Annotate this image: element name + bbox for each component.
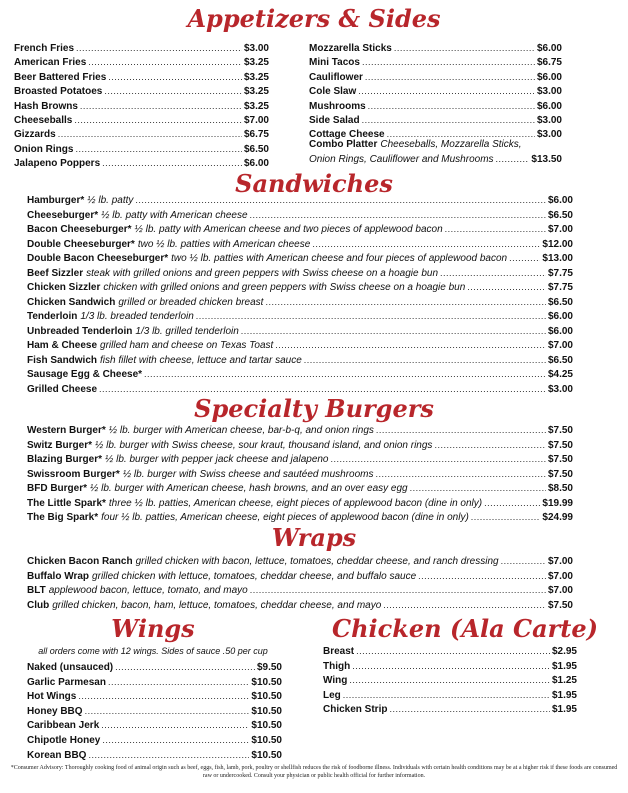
dot-leader [115,661,255,674]
wings-note: all orders come with 12 wings. Sides of sauce .50 per cup [38,646,268,656]
menu-item-description: ½ lb. patty with American cheese [101,209,248,221]
menu-item-name: Wing [323,675,348,687]
menu-item-name: Chipotle Honey [27,735,101,746]
menu-item-price: $10.50 [251,720,282,732]
menu-item-price: $7.75 [547,267,573,279]
menu-item-price: $6.50 [547,354,573,366]
menu-item-row [14,128,269,141]
menu-item-price: $7.50 [547,425,573,436]
menu-item-name: Cheeseballs [14,115,73,126]
dot-leader [358,85,535,98]
dot-leader [304,354,546,367]
dot-leader [356,645,550,658]
menu-item-price: $10.50 [251,705,282,717]
menu-item-row [309,56,562,69]
menu-item-row [27,555,573,568]
menu-item-price: $6.75 [243,129,269,141]
dot-leader [135,194,546,207]
dot-leader [76,42,242,55]
menu-item-price: $3.00 [536,129,562,141]
dot-leader [80,100,242,113]
menu-item-row [14,143,269,156]
menu-item-price: $4.25 [547,369,573,380]
menu-item-name: Double Bacon Cheeseburger* [27,253,169,264]
menu-item-description: grilled chicken, bacon, ham, lettuce, tomatoes, cheddar cheese, and mayo [52,599,382,611]
menu-item-row [27,339,573,352]
menu-item-description: three ½ lb. patties, American cheese, eight pieces of applewood bacon (dine in only) [108,497,483,509]
menu-item-price: $3.25 [243,57,269,69]
combo-platter-desc-2: Onion Rings, Cauliflower and Mushrooms [309,154,494,165]
menu-item-name: Naked (unsauced) [27,662,114,673]
menu-item-row [14,56,269,69]
menu-item-row [27,584,573,597]
menu-item-row [27,439,573,452]
menu-item-price: $10.50 [251,749,282,761]
menu-item-price: $7.00 [547,570,573,582]
menu-item-price: $6.50 [243,143,269,155]
combo-platter-price: $13.50 [531,154,562,165]
dot-leader [352,660,550,673]
menu-item-price: $7.00 [547,556,573,567]
dot-leader [265,296,546,309]
menu-item-price: $9.50 [256,662,282,673]
menu-item-row [323,660,577,673]
menu-item-name: Bacon Cheeseburger* [27,224,132,235]
menu-item-price: $3.00 [243,43,269,54]
menu-item-name: Leg [323,689,341,701]
menu-item-name: Cole Slaw [309,86,357,98]
menu-item-name: Caribbean Jerk [27,720,100,732]
menu-item-price: $6.00 [243,158,269,170]
dot-leader [368,100,535,113]
menu-item-name: Cottage Cheese [309,129,385,141]
menu-item-row [27,368,573,381]
menu-item-price: $3.00 [547,383,573,395]
menu-item-price: $7.50 [547,439,573,451]
wraps-title: Wraps [271,523,357,552]
menu-item-row [14,71,269,84]
dot-leader [496,153,530,166]
menu-item-row [27,468,573,481]
menu-item-price: $6.00 [536,43,562,54]
menu-item-price: $10.50 [251,676,282,688]
menu-item-price: $3.25 [243,100,269,112]
menu-item-name: Cauliflower [309,71,363,83]
menu-item-row [27,749,282,762]
combo-platter-row [309,138,562,151]
menu-item-row [27,661,282,674]
menu-item-price: $3.25 [243,71,269,83]
chicken-title: Chicken (Ala Carte) [332,614,598,643]
menu-item-price: $7.50 [547,468,573,480]
appetizers-title: Appetizers & Sides [187,4,441,33]
menu-item-description: grilled or breaded chicken breast [118,296,264,308]
menu-item-price: $7.00 [243,115,269,126]
menu-item-price: $6.00 [536,100,562,112]
menu-item-name: Buffalo Wrap [27,570,90,582]
dot-leader [410,482,546,495]
dot-leader [365,71,535,84]
menu-item-description: ½ lb. burger with pepper jack cheese and jalapeno [105,454,329,465]
menu-item-name: Grilled Cheese [27,383,98,395]
menu-item-description: ½ lb. burger with Swiss cheese, sour kraut, thousand island, and onion rings [95,439,433,451]
menu-item-price: $1.95 [551,704,577,716]
menu-item-price: $7.75 [547,282,573,293]
dot-leader [196,310,546,323]
menu-item-price: $6.00 [547,325,573,337]
menu-item-name: Double Cheeseburger* [27,238,135,250]
menu-item-name: Switz Burger* [27,439,93,451]
menu-item-price: $3.00 [536,86,562,98]
menu-item-name: Unbreaded Tenderloin [27,325,133,337]
menu-item-row [14,114,269,127]
dot-leader [102,734,249,747]
menu-item-price: $10.50 [251,691,282,703]
menu-item-description: ½ lb. burger with American cheese, bar-b-q, and onion rings [108,425,374,436]
dot-leader [418,570,546,583]
menu-item-name: Gizzards [14,129,56,141]
menu-item-name: Garlic Parmesan [27,676,106,688]
menu-item-name: Broasted Potatoes [14,86,103,98]
menu-item-price: $6.50 [547,296,573,308]
menu-item-name: Hot Wings [27,691,77,703]
dot-leader [445,223,546,236]
dot-leader [275,339,546,352]
menu-item-price: $6.00 [536,71,562,83]
menu-item-name: BLT [27,585,46,596]
menu-item-name: Jalapeno Poppers [14,158,101,170]
menu-item-name: Korean BBQ [27,749,87,761]
menu-item-description: 1/3 lb. grilled tenderloin [135,325,239,337]
menu-item-price: $2.95 [551,646,577,657]
menu-item-name: Side Salad [309,115,360,126]
menu-item-name: Honey BBQ [27,705,83,717]
dot-leader [74,114,242,127]
menu-item-row [309,85,562,98]
wings-title: Wings [111,614,195,643]
menu-item-description: chicken with grilled onions and green peppers with Swiss cheese on a hoagie bun [103,282,466,293]
menu-item-description: four ½ lb. patties, American cheese, eight pieces of applewood bacon (dine in only) [101,512,469,523]
menu-item-name: Ham & Cheese [27,340,98,351]
menu-item-name: Swissroom Burger* [27,468,120,480]
menu-item-row [323,645,577,658]
dot-leader [85,705,250,718]
menu-item-row [27,690,282,703]
dot-leader [101,719,249,732]
menu-item-row [27,296,573,309]
sandwiches-title: Sandwiches [235,169,393,198]
dot-leader [343,689,550,702]
dot-leader [434,439,546,452]
menu-item-price: $19.99 [542,497,573,509]
dot-leader [88,56,242,69]
menu-item-row [27,267,573,280]
menu-item-price: $1.95 [551,689,577,701]
specialty-burgers-title: Specialty Burgers [194,394,434,423]
menu-item-name: Cheeseburger* [27,209,99,221]
menu-item-name: Fish Sandwich [27,354,98,366]
menu-item-price: $1.25 [551,675,577,687]
menu-item-price: $6.75 [536,57,562,69]
menu-item-row [309,114,562,127]
dot-leader [394,42,535,55]
dot-leader [108,676,249,689]
dot-leader [331,453,546,466]
menu-item-description: two ½ lb. patties with American cheese and four pieces of applewood bacon [171,253,508,264]
dot-leader [484,497,540,510]
menu-item-row [27,252,573,265]
menu-item-name: Club [27,599,50,611]
dot-leader [440,267,546,280]
menu-item-name: Tenderloin [27,311,78,322]
menu-item-price: $8.50 [547,483,573,494]
menu-item-row [27,354,573,367]
dot-leader [312,238,540,251]
dot-leader [376,424,546,437]
menu-item-price: $7.50 [547,599,573,611]
menu-item-row [27,424,573,437]
menu-item-name: Chicken Sandwich [27,296,116,308]
menu-item-row [27,194,573,207]
dot-leader [250,209,546,222]
menu-item-description: ½ lb. patty [87,195,134,206]
menu-item-price: $7.50 [547,454,573,465]
menu-item-row [27,734,282,747]
menu-item-name: The Big Spark* [27,512,99,523]
menu-item-row [14,85,269,98]
menu-item-name: Hash Browns [14,100,78,112]
menu-item-row [323,674,577,687]
dot-leader [362,56,535,69]
menu-item-row [14,42,269,55]
dot-leader [104,85,242,98]
menu-item-name: Mini Tacos [309,57,360,69]
dot-leader [78,690,249,703]
menu-item-description: grilled ham and cheese on Texas Toast [100,340,274,351]
combo-platter-row-2 [309,153,562,166]
menu-item-name: Western Burger* [27,425,106,436]
menu-item-name: BFD Burger* [27,483,88,494]
dot-leader [389,703,550,716]
dot-leader [241,325,546,338]
menu-item-row [27,676,282,689]
dot-leader [58,128,242,141]
menu-item-description: 1/3 lb. breaded tenderloin [80,311,194,322]
menu-item-price: $6.00 [547,311,573,322]
menu-item-price: $3.25 [243,86,269,98]
menu-item-name: Mushrooms [309,100,366,112]
dot-leader [88,749,249,762]
dot-leader [501,555,546,568]
dot-leader [383,599,546,612]
menu-item-row [27,325,573,338]
menu-item-name: Breast [323,646,355,657]
menu-item-description: two ½ lb. patties with American cheese [137,238,311,250]
menu-item-name: Hamburger* [27,195,85,206]
menu-item-price: $7.00 [547,585,573,596]
menu-item-name: The Little Spark* [27,497,106,509]
menu-item-row [27,719,282,732]
menu-item-row [27,453,573,466]
menu-item-name: American Fries [14,57,87,69]
menu-item-name: Thigh [323,660,351,672]
menu-item-description: ½ lb. burger with Swiss cheese and sautéed mushrooms [122,468,374,480]
menu-item-row [27,599,573,612]
menu-item-name: Beer Battered Fries [14,71,107,83]
menu-item-price: $7.00 [547,224,573,235]
menu-item-price: $12.00 [542,238,573,250]
menu-item-description: grilled chicken with bacon, lettuce, tomatoes, cheddar cheese, and ranch dressing [135,556,499,567]
menu-item-description: fish fillet with cheese, lettuce and tartar sauce [100,354,302,366]
menu-item-row [27,281,573,294]
menu-item-row [27,223,573,236]
menu-item-description: ½ lb. burger with American cheese, hash browns, and an over easy egg [90,483,408,494]
menu-item-row [27,497,573,510]
menu-item-row [27,310,573,323]
menu-item-name: Mozzarella Sticks [309,43,392,54]
menu-item-row [14,100,269,113]
menu-item-name: Beef Sizzler [27,267,84,279]
menu-item-price: $3.00 [536,115,562,126]
menu-item-row [309,100,562,113]
dot-leader [467,281,546,294]
menu-item-price: $6.50 [547,209,573,221]
menu-item-row [27,705,282,718]
menu-item-name: Sausage Egg & Cheese* [27,369,143,380]
menu-item-name: Chicken Strip [323,704,388,716]
menu-item-name: Chicken Bacon Ranch [27,556,133,567]
dot-leader [250,584,546,597]
menu-item-price: $13.00 [542,253,573,264]
menu-item-description: applewood bacon, lettuce, tomato, and mayo [48,585,248,596]
menu-item-row [27,209,573,222]
menu-item-row [27,570,573,583]
combo-platter-name: Combo Platter [309,139,378,150]
menu-item-price: $24.99 [542,512,573,523]
dot-leader [108,71,242,84]
menu-item-name: Blazing Burger* [27,454,103,465]
dot-leader [376,468,546,481]
dot-leader [75,143,242,156]
menu-item-row [323,689,577,702]
menu-item-price: $6.00 [547,195,573,206]
menu-item-description: steak with grilled onions and green peppers with Swiss cheese on a hoagie bun [86,267,439,279]
menu-item-row [27,482,573,495]
menu-item-row [27,238,573,251]
menu-item-row [309,71,562,84]
dot-leader [144,368,546,381]
menu-item-description: ½ lb. patty with American cheese and two pieces of applewood bacon [134,224,443,235]
menu-item-name: Onion Rings [14,143,74,155]
menu-item-name: French Fries [14,43,75,54]
menu-item-row [323,703,577,716]
menu-item-row [309,42,562,55]
menu-item-description: grilled chicken with lettuce, tomatoes, cheddar cheese, and buffalo sauce [92,570,417,582]
dot-leader [349,674,550,687]
consumer-advisory: *Consumer Advisory: Thoroughly cooking food of animal origin such as beef, eggs, fish, lamb, pork, poultry or shellfish reduces the risk of foodborne illness. Individuals with certain health conditions may be at a higher risk if these foods are consumed raw or undercooked. Consult your physician or public health official for further information. [10,765,618,779]
dot-leader [362,114,535,127]
combo-platter-desc: Cheeseballs, Mozzarella Sticks, [380,139,522,150]
menu-item-price: $10.50 [251,735,282,746]
dot-leader [509,252,540,265]
menu-item-name: Chicken Sizzler [27,282,101,293]
menu-item-price: $7.00 [547,340,573,351]
menu-item-price: $1.95 [551,660,577,672]
